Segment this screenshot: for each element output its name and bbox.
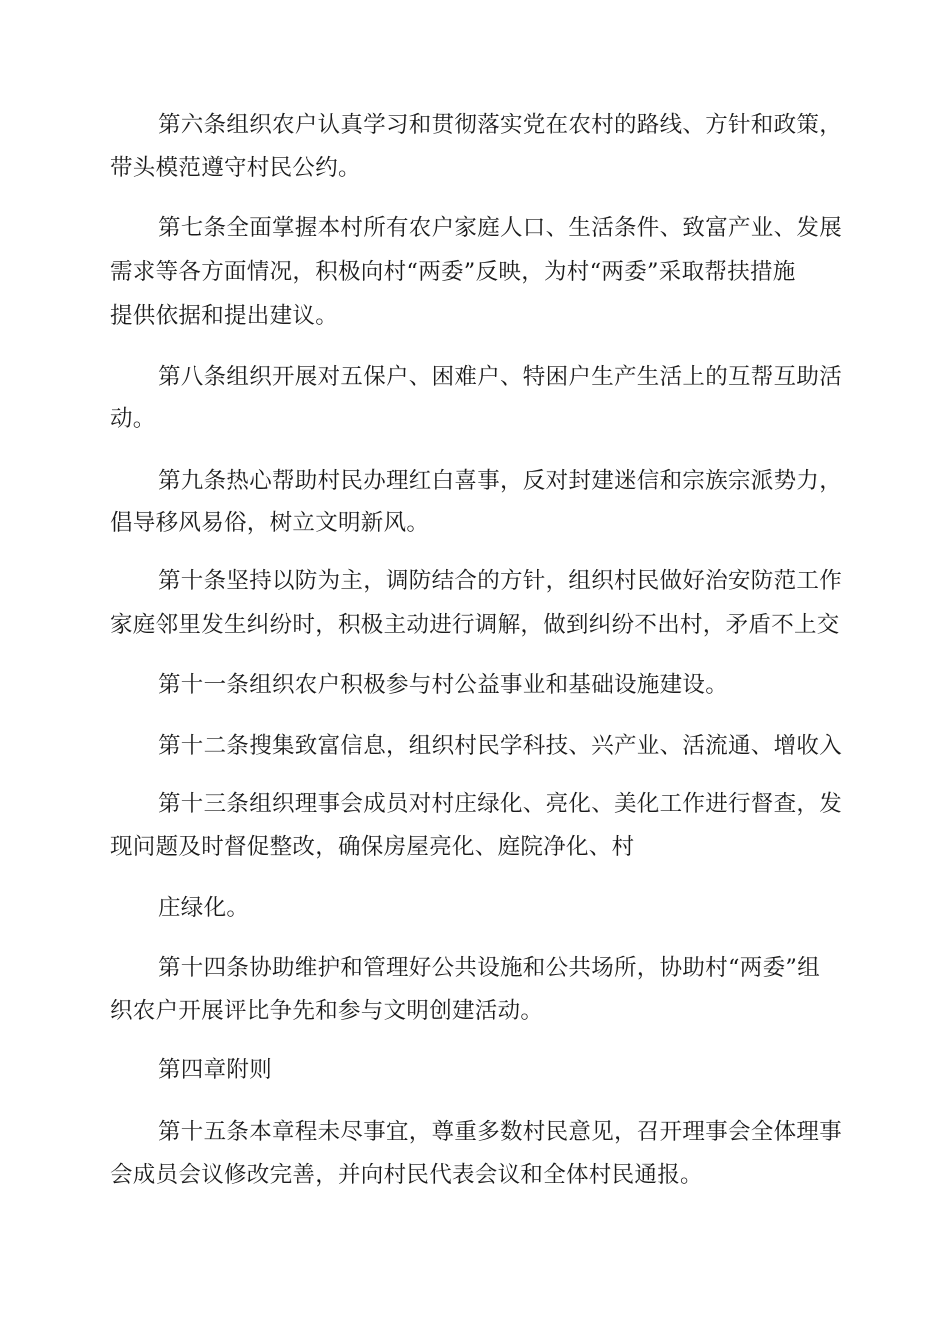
article-12-line-1: 第十二条搜集致富信息，组织村民学科技、兴产业、活流通、增收入 <box>158 733 843 759</box>
article-13-line-3: 庄绿化。 <box>158 895 250 921</box>
article-7-line-3: 提供依据和提出建议。 <box>110 303 339 329</box>
article-7-line-1: 第七条全面掌握本村所有农户家庭人口、生活条件、致富产业、发展 <box>158 215 843 241</box>
article-9-line-2: 倡导移风易俗，树立文明新风。 <box>110 510 430 536</box>
article-11-line-1: 第十一条组织农户积极参与村公益事业和基础设施建设。 <box>158 672 729 698</box>
article-9-line-1: 第九条热心帮助村民办理红白喜事，反对封建迷信和宗族宗派势力， <box>158 468 843 494</box>
article-6-line-1: 第六条组织农户认真学习和贯彻落实党在农村的路线、方针和政策， <box>158 112 843 138</box>
article-13-line-2: 现问题及时督促整改，确保房屋亮化、庭院净化、村 <box>110 834 635 860</box>
article-13-line-1: 第十三条组织理事会成员对村庄绿化、亮化、美化工作进行督查，发 <box>158 791 843 817</box>
article-6-line-2: 带头模范遵守村民公约。 <box>110 155 361 181</box>
article-8-line-1: 第八条组织开展对五保户、困难户、特困户生产生活上的互帮互助活 <box>158 364 843 390</box>
article-10-line-1: 第十条坚持以防为主，调防结合的方针，组织村民做好治安防范工作 <box>158 568 843 594</box>
article-7-line-2: 需求等各方面情况，积极向村“两委”反映，为村“两委”采取帮扶措施 <box>110 259 796 285</box>
article-10-line-2: 家庭邻里发生纠纷时，积极主动进行调解，做到纠纷不出村，矛盾不上交 <box>110 612 840 638</box>
article-15-line-1: 第十五条本章程未尽事宜，尊重多数村民意见，召开理事会全体理事 <box>158 1119 843 1145</box>
chapter-4-heading: 第四章附则 <box>158 1057 273 1083</box>
article-8-line-2: 动。 <box>110 406 156 432</box>
article-15-line-2: 会成员会议修改完善，并向村民代表会议和全体村民通报。 <box>110 1162 703 1188</box>
article-14-line-1: 第十四条协助维护和管理好公共设施和公共场所，协助村“两委”组 <box>158 955 821 981</box>
article-14-line-2: 织农户开展评比争先和参与文明创建活动。 <box>110 998 544 1024</box>
